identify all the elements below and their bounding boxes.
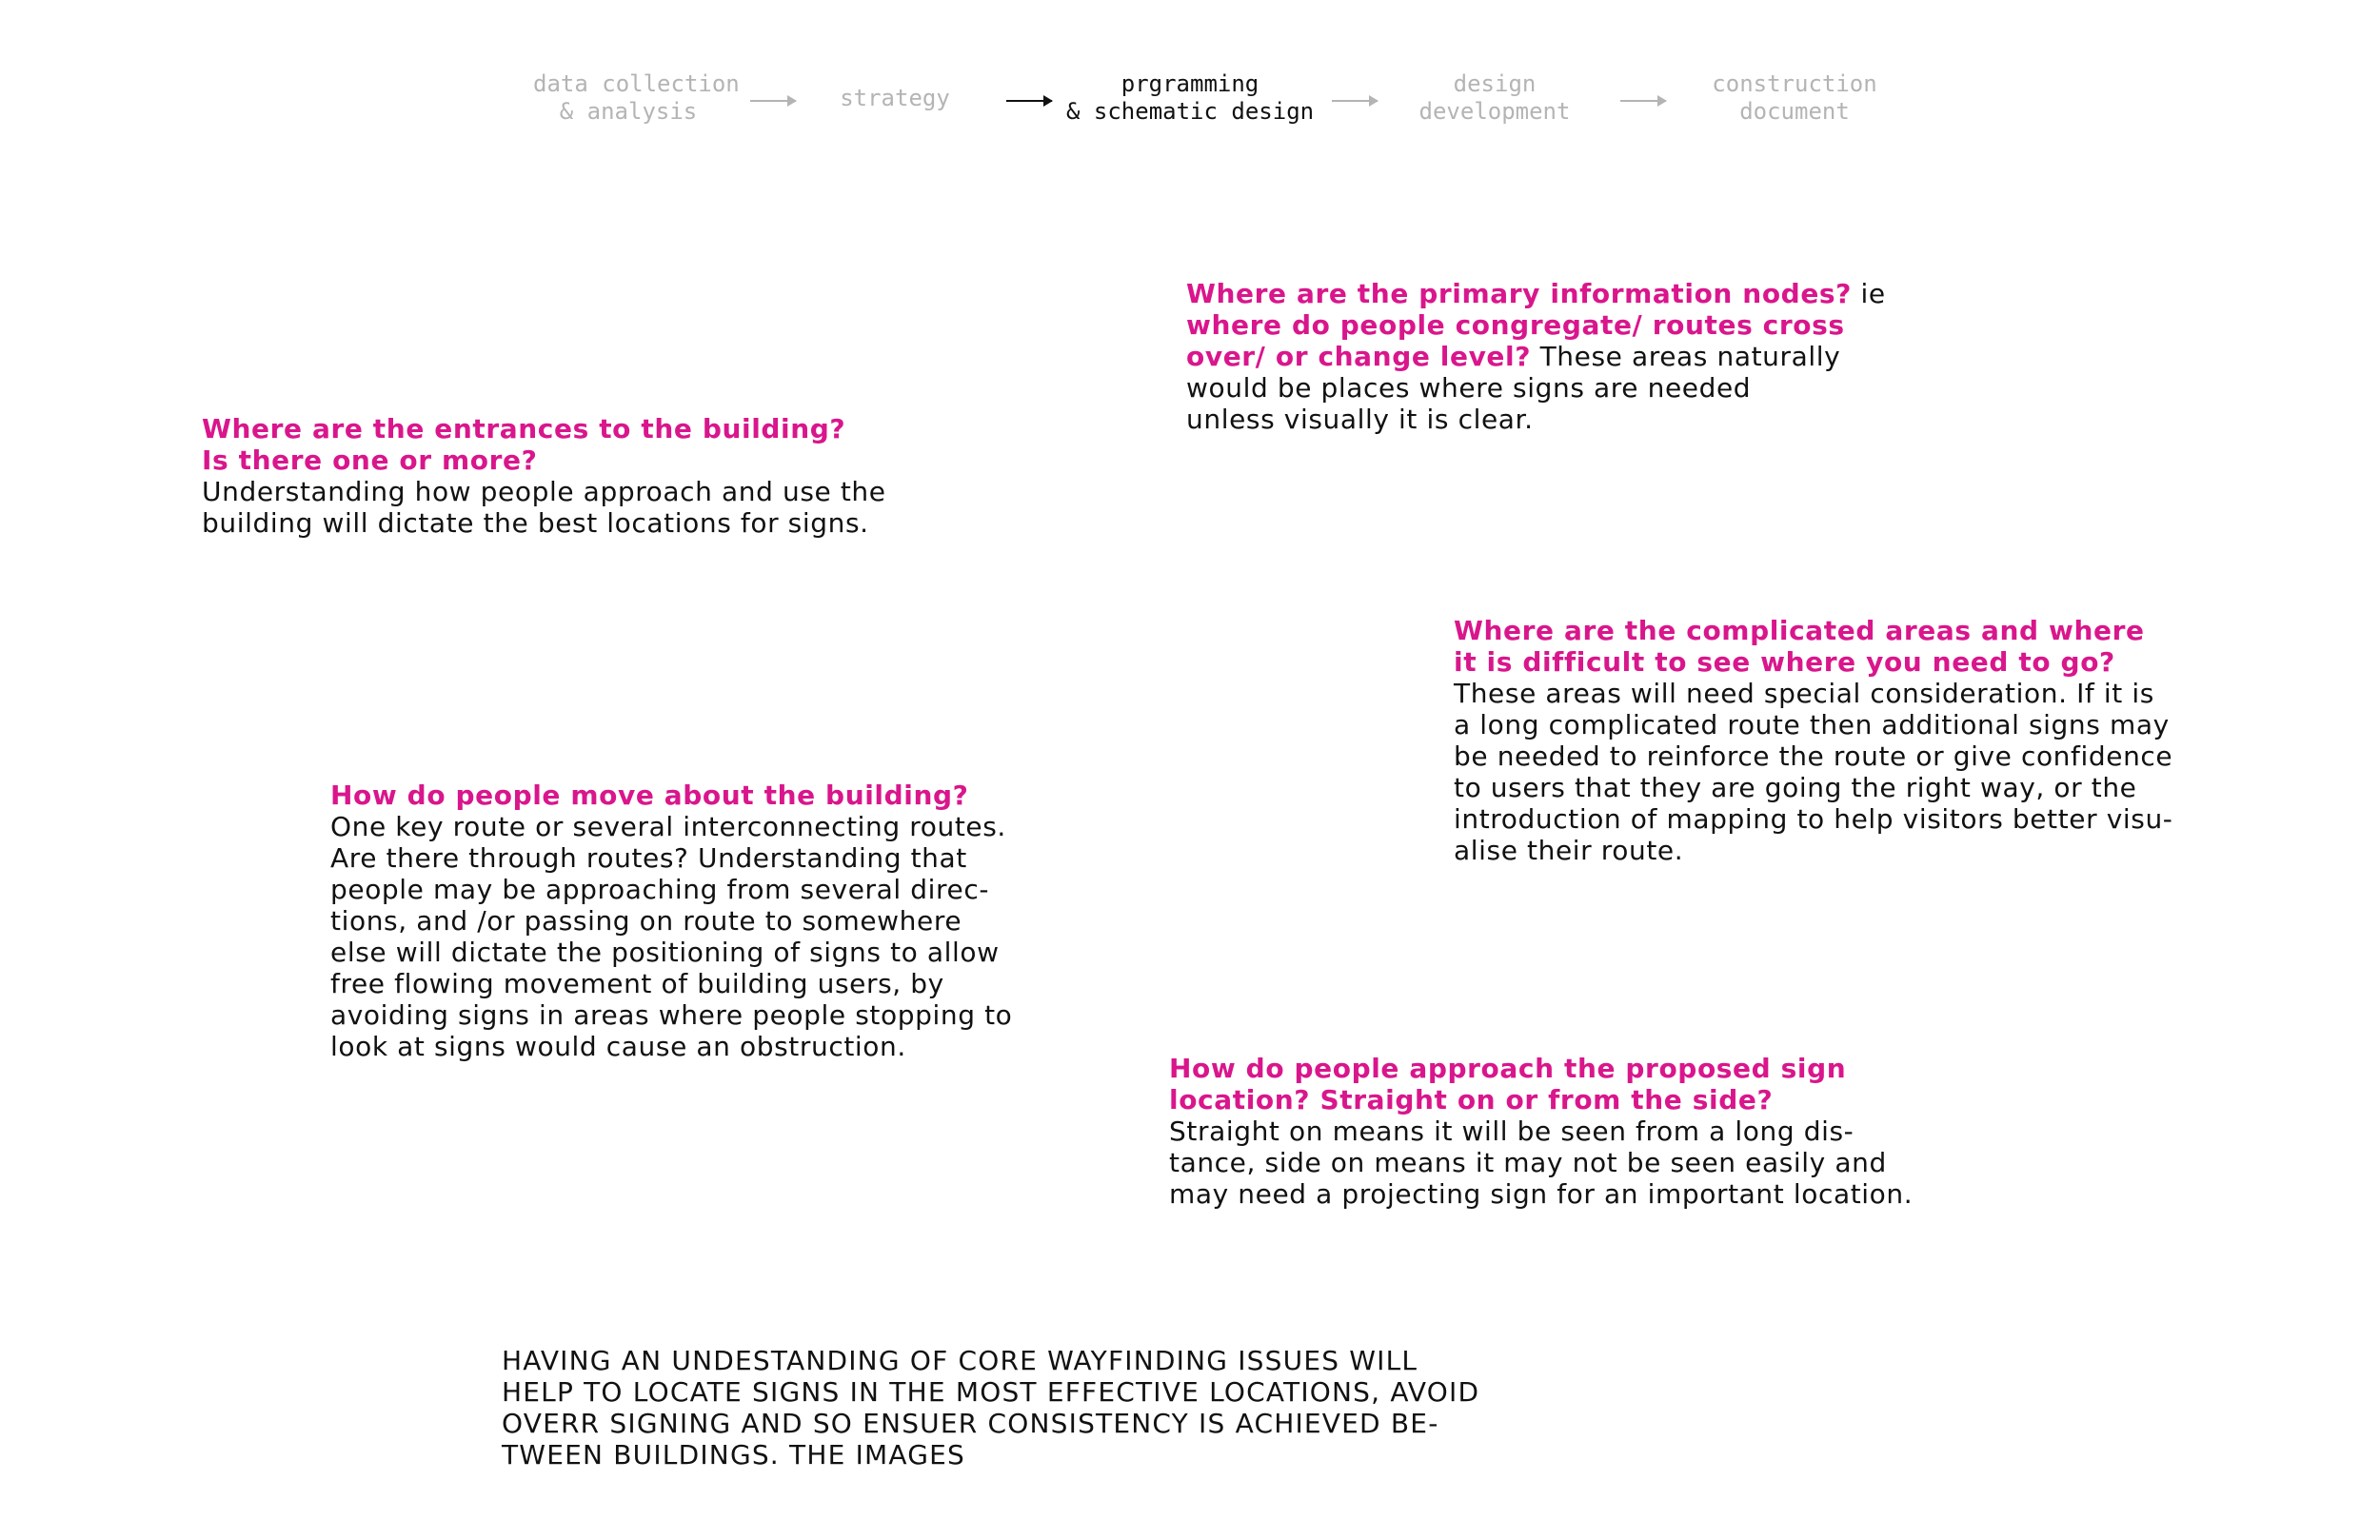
complicated-body-line: introduction of mapping to help visitors better visu- bbox=[1454, 803, 2173, 835]
information-nodes-block bbox=[1186, 278, 1886, 435]
step-label-line1: data collection bbox=[533, 70, 740, 97]
step-label-line2: & analysis bbox=[559, 98, 698, 125]
approach-question-line: location? Straight on or from the side? bbox=[1169, 1084, 1774, 1116]
closing-line: OVERR SIGNING AND SO ENSUER CONSISTENCY IS ACHIEVED BE- bbox=[502, 1408, 1439, 1439]
entrances-question-line: Is there one or more? bbox=[202, 444, 538, 476]
entrances-body-line: building will dictate the best locations for signs. bbox=[202, 507, 869, 539]
movement-body-line: people may be approaching from several direc- bbox=[330, 874, 990, 905]
step-design-development bbox=[1399, 70, 1590, 126]
nodes-question-line: where do people congregate/ routes cross bbox=[1186, 309, 1845, 341]
approach-question-line: How do people approach the proposed sign bbox=[1169, 1053, 1847, 1084]
step-label-line1: prgramming bbox=[1121, 70, 1259, 97]
movement-body-line: look at signs would cause an obstruction. bbox=[330, 1031, 906, 1062]
arrow-right-icon bbox=[1620, 100, 1666, 102]
complicated-body-line: a long complicated route then additional signs may bbox=[1454, 709, 2170, 740]
step-label-line1: design bbox=[1453, 70, 1537, 97]
movement-body-line: One key route or several interconnecting routes. bbox=[330, 811, 1006, 842]
step-strategy bbox=[819, 85, 971, 112]
nodes-question-text: over/ or change level? bbox=[1186, 341, 1532, 372]
approach-block bbox=[1169, 1053, 1913, 1210]
movement-block bbox=[330, 780, 1012, 1062]
entrances-question-line: Where are the entrances to the building? bbox=[202, 413, 846, 444]
step-label-line2: & schematic design bbox=[1066, 98, 1315, 125]
complicated-body-line: to users that they are going the right way, or the bbox=[1454, 772, 2137, 803]
complicated-body-line: These areas will need special consideration. If it is bbox=[1454, 678, 2154, 709]
entrances-block bbox=[202, 413, 886, 539]
complicated-body-line: be needed to reinforce the route or give confidence bbox=[1454, 740, 2173, 772]
nodes-body-text: ie bbox=[1852, 278, 1886, 309]
arrow-right-icon bbox=[1006, 100, 1052, 102]
closing-line: HELP TO LOCATE SIGNS IN THE MOST EFFECTIVE LOCATIONS, AVOID bbox=[502, 1376, 1480, 1408]
movement-body-line: free flowing movement of building users, by bbox=[330, 968, 944, 999]
closing-line: TWEEN BUILDINGS. THE IMAGES bbox=[502, 1439, 966, 1471]
step-construction-document bbox=[1690, 70, 1899, 126]
nodes-line bbox=[1186, 341, 1886, 372]
nodes-body-text: These areas naturally bbox=[1531, 341, 1841, 372]
closing-line: HAVING AN UNDESTANDING OF CORE WAYFINDING ISSUES WILL bbox=[502, 1345, 1418, 1376]
complicated-question-line: it is difficult to see where you need to go? bbox=[1454, 646, 2115, 678]
entrances-body-line: Understanding how people approach and use the bbox=[202, 476, 886, 507]
arrow-right-icon bbox=[750, 100, 796, 102]
step-programming-schematic-design bbox=[1066, 70, 1314, 126]
step-label-line1: construction bbox=[1712, 70, 1877, 97]
closing-statement bbox=[502, 1345, 1479, 1471]
nodes-line bbox=[1186, 278, 1886, 309]
movement-body-line: avoiding signs in areas where people stopping to bbox=[330, 999, 1013, 1031]
step-label-line2: document bbox=[1739, 98, 1850, 125]
approach-body-line: may need a projecting sign for an important location. bbox=[1169, 1178, 1914, 1210]
nodes-question-text: Where are the primary information nodes? bbox=[1186, 278, 1853, 309]
complicated-question-line: Where are the complicated areas and where bbox=[1454, 615, 2145, 646]
step-data-collection bbox=[533, 70, 740, 126]
step-label-line1: strategy bbox=[840, 85, 950, 111]
approach-body-line: tance, side on means it may not be seen easily and bbox=[1169, 1147, 1887, 1178]
arrow-right-icon bbox=[1332, 100, 1378, 102]
movement-body-line: Are there through routes? Understanding that bbox=[330, 842, 967, 874]
approach-body-line: Straight on means it will be seen from a long dis- bbox=[1169, 1116, 1854, 1147]
movement-body-line: else will dictate the positioning of signs to allow bbox=[330, 937, 1000, 968]
complicated-areas-block bbox=[1454, 615, 2173, 866]
movement-question-line: How do people move about the building? bbox=[330, 780, 969, 811]
movement-body-line: tions, and /or passing on route to somewhere bbox=[330, 905, 962, 937]
nodes-body-line: would be places where signs are needed bbox=[1186, 372, 1752, 404]
complicated-body-line: alise their route. bbox=[1454, 835, 1684, 866]
step-label-line2: development bbox=[1418, 98, 1571, 125]
process-steps bbox=[0, 0, 2380, 152]
nodes-body-line: unless visually it is clear. bbox=[1186, 404, 1534, 435]
